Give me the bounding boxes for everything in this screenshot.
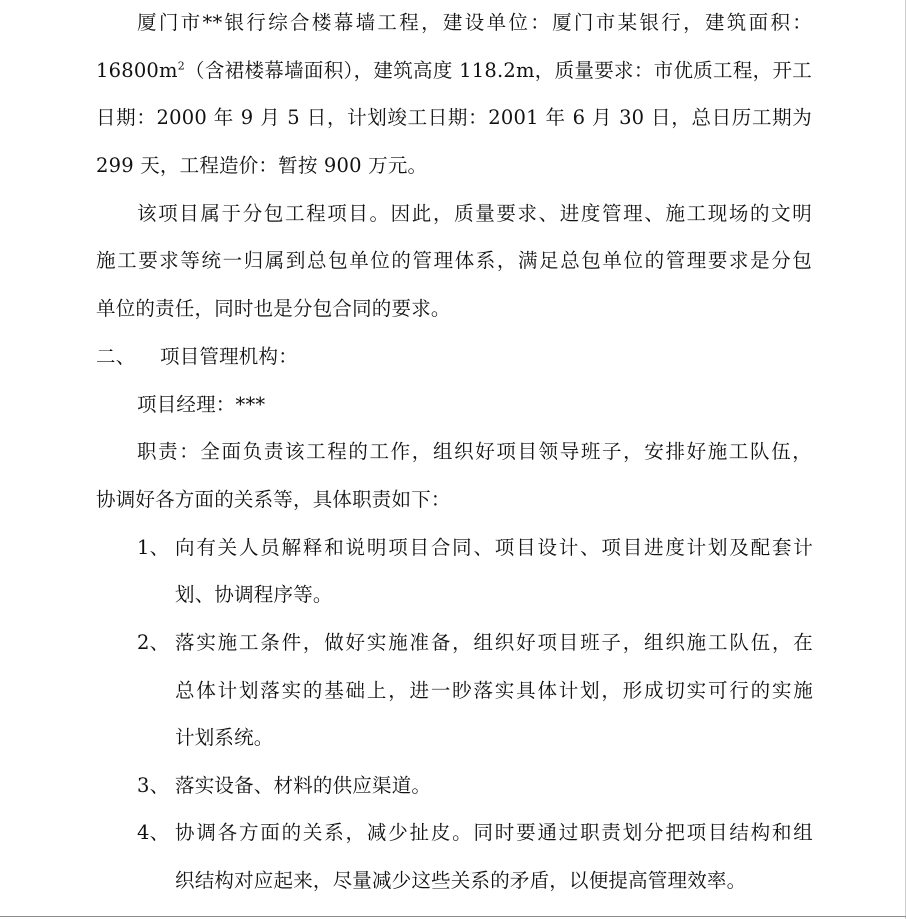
paragraph-1-line-4: 299 天，工程造价：暂按 900 万元。 [96,154,428,177]
list-item-number: 2、 [137,631,170,654]
section-heading [96,342,298,372]
section-number: 二、 [96,345,136,368]
list-item-number: 4、 [137,821,170,844]
list-item-4-continuation: 织结构对应起来，尽量减少这些关系的矛盾，以便提高管理效率。 [175,869,747,892]
paragraph-2-line-3: 单位的责任，同时也是分包合同的要求。 [96,297,451,320]
paragraph-1-line-1: 厦门市**银行综合楼幕墙工程，建设单位：厦门市某银行，建筑面积： [137,11,812,34]
list-item-2-continuation: 总体计划落实的基础上，进一眇落实具体计划，形成切实可行的实施 [175,679,813,702]
list-item-2 [137,628,813,658]
list-item-number: 3、 [137,774,170,797]
list-item-text: 向有关人员解释和说明项目合同、项目设计、项目进度计划及配套计 [175,536,813,559]
area-value: 16800m [96,59,178,82]
list-item-4 [137,818,813,848]
paragraph-1-line-2 [96,56,812,86]
paragraph-1-line-2-rest: （含裙楼幕墙面积），建筑高度 118.2m，质量要求：市优质工程，开工 [184,59,812,82]
list-item-2-continuation: 计划系统。 [175,726,274,749]
duties-intro-line-2: 协调好各方面的关系等，具体职责如下： [96,488,451,511]
list-item-3 [137,771,431,801]
paragraph-2-line-2: 施工要求等统一归属到总包单位的管理体系，满足总包单位的管理要求是分包 [96,249,812,272]
list-item-text: 落实设备、材料的供应渠道。 [175,774,432,797]
section-title: 项目管理机构： [160,345,298,368]
list-item-text: 协调各方面的关系，减少扯皮。同时要通过职责划分把项目结构和组 [175,821,813,844]
list-item-1-continuation: 划、协调程序等。 [175,583,333,606]
paragraph-2-line-1: 该项目属于分包工程项目。因此，质量要求、进度管理、施工现场的文明 [137,202,812,225]
list-item-text: 落实施工条件，做好实施准备，组织好项目班子，组织施工队伍，在 [175,631,813,654]
page-bottom-line [0,916,906,917]
list-item-number: 1、 [137,536,170,559]
area-unit-superscript: 2 [177,59,185,73]
paragraph-1-line-3: 日期：2000 年 9 月 5 日，计划竣工日期：2001 年 6 月 30 日，总日历工期为 [96,106,812,129]
project-manager-line: 项目经理：*** [137,393,266,416]
duties-intro-line-1: 职责：全面负责该工程的工作，组织好项目领导班子，安排好施工队伍， [137,440,812,463]
list-item-1 [137,533,813,563]
